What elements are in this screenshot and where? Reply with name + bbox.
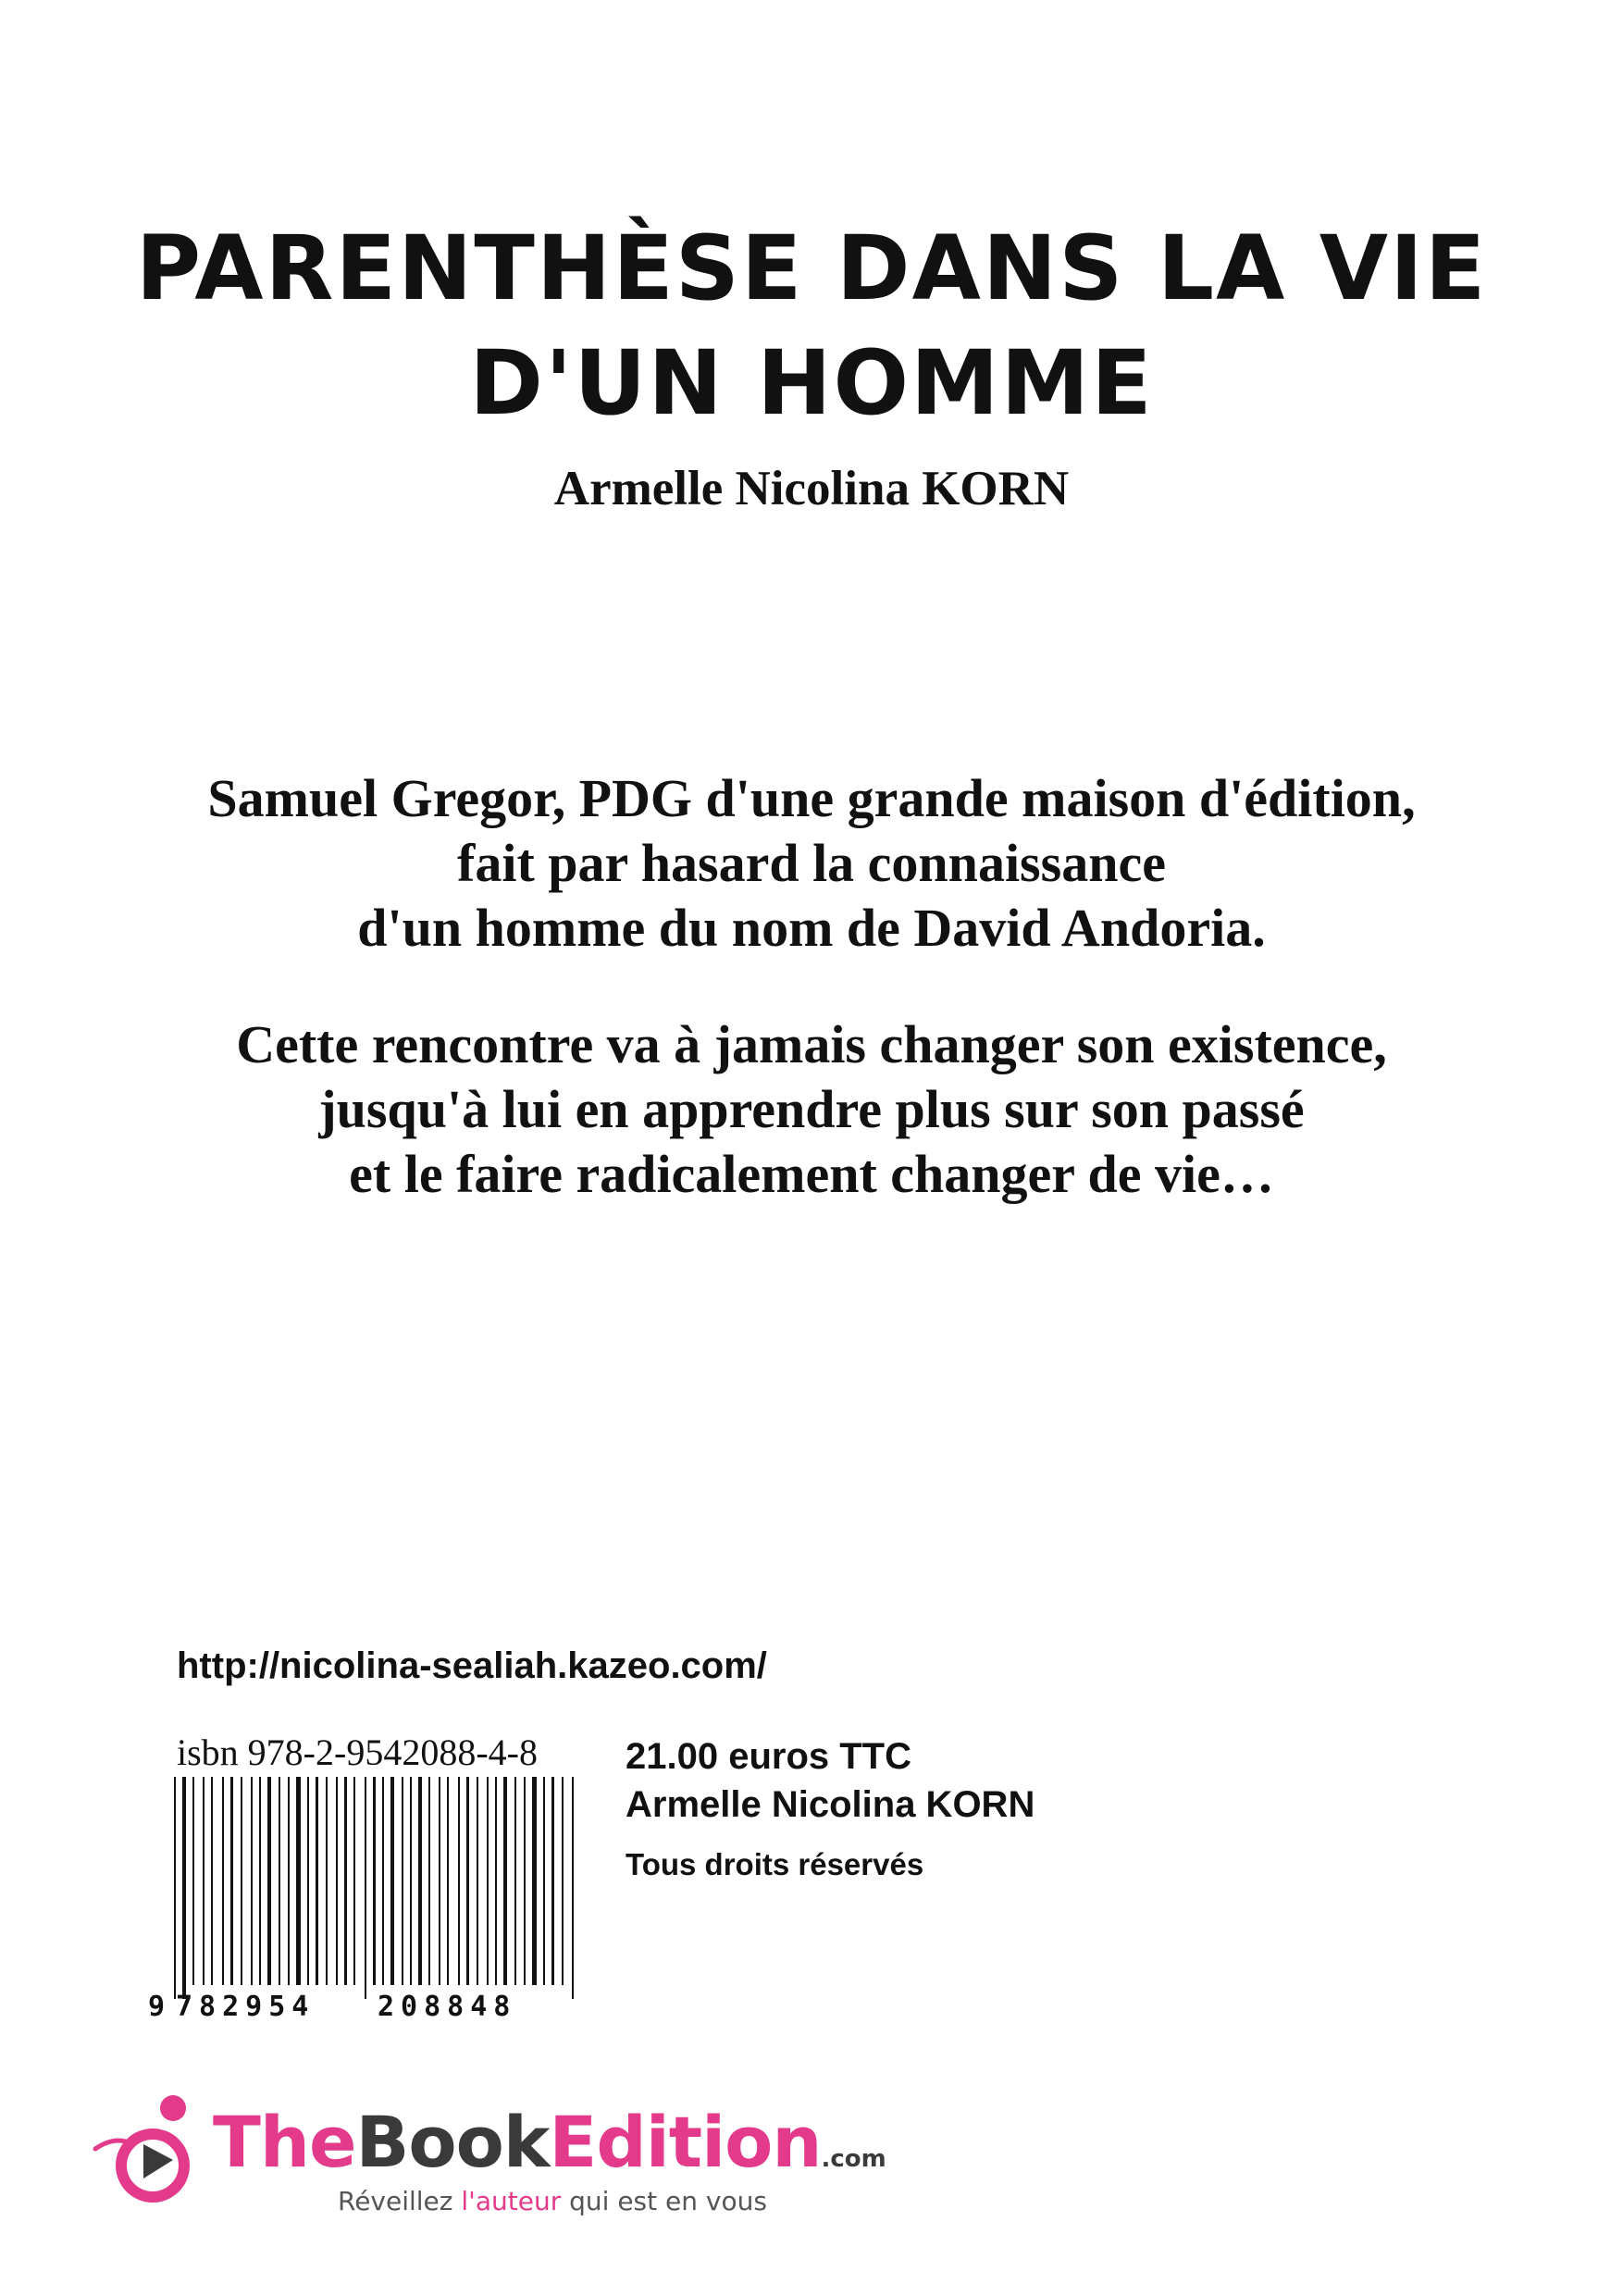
- blurb-line: Samuel Gregor, PDG d'une grande maison d'édition,: [207, 768, 1416, 828]
- barcode-bar: [230, 1777, 233, 1985]
- title-line-1: PARENTHÈSE DANS LA VIE: [135, 217, 1488, 320]
- publisher-wordmark: [213, 2101, 886, 2183]
- website-url: http://nicolina-sealiah.kazeo.com/: [177, 1645, 767, 1686]
- tagline-start: Réveillez: [338, 2186, 462, 2216]
- barcode-bar: [307, 1777, 309, 1985]
- barcode-bar: [241, 1777, 242, 1985]
- barcode-bar: [288, 1777, 290, 1985]
- isbn-label: isbn 978-2-9542088-4-8: [177, 1731, 538, 1773]
- barcode-bar: [487, 1777, 489, 1985]
- blurb-line: et le faire radicalement changer de vie…: [349, 1144, 1274, 1204]
- blurb-line: Cette rencontre va à jamais changer son existence,: [236, 1014, 1387, 1074]
- wordmark-book: Book: [355, 2101, 550, 2183]
- barcode-bar: [353, 1777, 355, 1985]
- barcode-bar: [222, 1777, 224, 1985]
- publisher-emblem-icon: [88, 2093, 208, 2214]
- barcode-bar: [439, 1777, 440, 1985]
- blurb: [0, 766, 1623, 1259]
- barcode-bar: [532, 1777, 537, 1985]
- barcode-digits-right: 208848: [378, 1991, 517, 2019]
- rights-holder: Armelle Nicolina KORN: [626, 1784, 1035, 1825]
- barcode-bar: [543, 1777, 545, 1985]
- barcode-bar: [382, 1777, 384, 1985]
- blurb-line: jusqu'à lui en apprendre plus sur son passé: [318, 1079, 1305, 1139]
- barcode: [139, 1777, 592, 2019]
- barcode-bar: [514, 1777, 516, 1985]
- blurb-line: d'un homme du nom de David Andoria.: [357, 898, 1266, 958]
- barcode-digits-left: 782954: [176, 1991, 316, 2019]
- blurb-line: fait par hasard la connaissance: [457, 833, 1166, 893]
- blurb-paragraph-2: [0, 1012, 1623, 1207]
- wordmark-the: The: [213, 2101, 356, 2183]
- barcode-bar: [428, 1777, 430, 1985]
- barcode-bar: [279, 1777, 280, 1985]
- barcode-bar: [373, 1777, 376, 1985]
- book-title: [0, 211, 1623, 441]
- barcode-bar: [418, 1777, 422, 1985]
- barcode-digit-lead: 9: [148, 1991, 166, 2019]
- barcode-bar: [466, 1777, 469, 1985]
- rights-notice: Tous droits réservés: [626, 1847, 924, 1881]
- barcode-bar: [336, 1777, 338, 1985]
- barcode-bar: [458, 1777, 460, 1985]
- publication-info: [626, 1732, 1035, 1882]
- barcode-bar: [524, 1777, 526, 1985]
- blurb-paragraph-1: [0, 766, 1623, 961]
- barcode-bar: [259, 1777, 261, 1985]
- barcode-bar: [316, 1777, 318, 1985]
- author-name: Armelle Nicolina KORN: [553, 462, 1070, 515]
- barcode-bar: [390, 1777, 394, 1985]
- barcode-bar: [495, 1777, 497, 1985]
- wordmark-edition: Edition: [549, 2101, 822, 2183]
- barcode-bar: [402, 1777, 403, 1985]
- barcode-bar: [447, 1777, 449, 1985]
- barcode-bar: [410, 1777, 412, 1985]
- barcode-bar: [267, 1777, 271, 1985]
- publisher-tagline: [338, 2186, 767, 2216]
- barcode-bar: [572, 1777, 574, 1999]
- barcode-bar: [174, 1777, 176, 1999]
- barcode-bar: [203, 1777, 204, 1985]
- barcode-bar: [551, 1777, 554, 1985]
- barcode-bar: [296, 1777, 301, 1985]
- barcode-bar: [562, 1777, 564, 1985]
- barcode-bar: [326, 1777, 328, 1985]
- tagline-accent: l'auteur: [461, 2186, 562, 2216]
- price: 21.00 euros TTC: [626, 1736, 912, 1777]
- barcode-bar: [365, 1777, 366, 1999]
- barcode-bar: [211, 1777, 213, 1985]
- tagline-end: qui est en vous: [561, 2186, 767, 2216]
- wordmark-com: .com: [821, 2145, 886, 2173]
- title-line-2: D'UN HOMME: [469, 331, 1154, 435]
- barcode-bar: [477, 1777, 478, 1985]
- barcode-bar: [192, 1777, 194, 1985]
- barcode-bar: [344, 1777, 347, 1985]
- barcode-bar: [251, 1777, 253, 1985]
- barcode-bar: [503, 1777, 507, 1985]
- barcode-bar: [182, 1777, 186, 1999]
